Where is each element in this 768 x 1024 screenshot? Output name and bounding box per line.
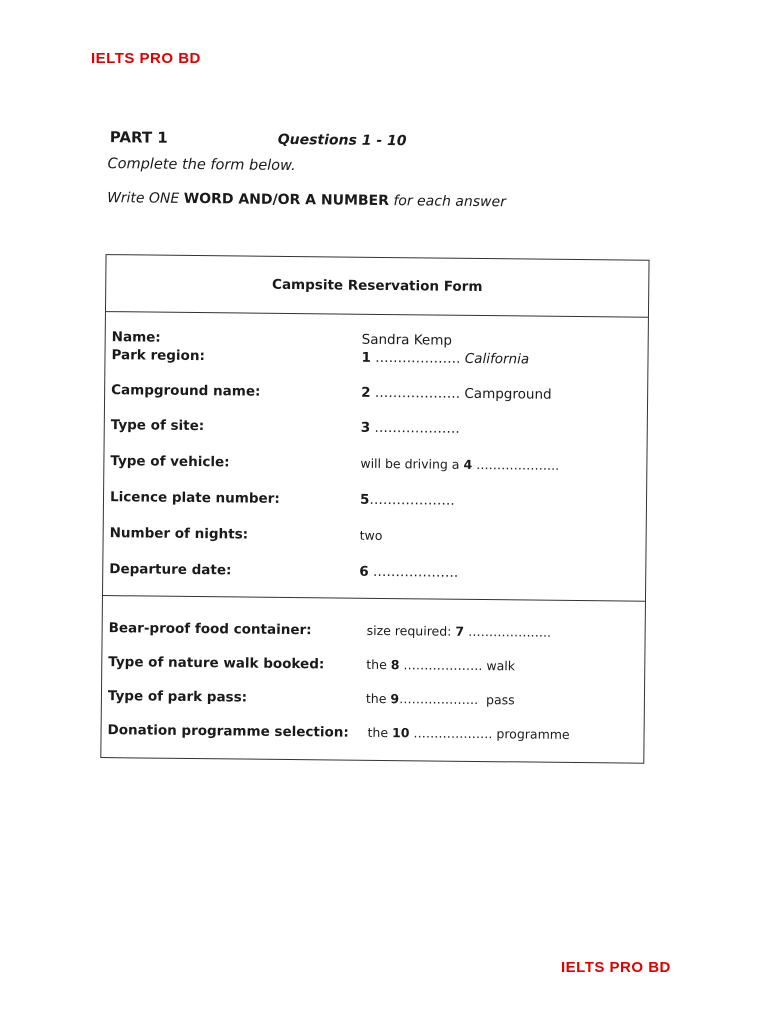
field-label: Number of nights: xyxy=(109,525,249,543)
field-label: Type of park pass: xyxy=(107,688,248,706)
form-row-nature-walk xyxy=(102,654,644,682)
form-row-licence-plate xyxy=(104,489,646,517)
answer-blank[interactable]: ……………….. xyxy=(476,456,560,473)
answer-blank[interactable]: ………………. xyxy=(399,691,479,707)
answer-blank[interactable]: ………………. xyxy=(374,384,461,402)
form-row-park-region xyxy=(105,347,647,375)
form-row-type-of-vehicle xyxy=(104,453,646,481)
field-label: Bear-proof food container: xyxy=(108,620,312,639)
question-number: 8 xyxy=(390,657,400,673)
instruction-complete: Complete the form below. xyxy=(107,156,296,175)
field-value xyxy=(360,492,455,509)
field-label: Type of vehicle: xyxy=(110,453,230,471)
question-sheet xyxy=(93,118,665,784)
answer-blank[interactable]: ………………. xyxy=(413,725,493,742)
part-heading: PART 1 xyxy=(109,128,168,147)
answer-blank[interactable]: ………………. xyxy=(372,563,459,581)
question-number: 10 xyxy=(392,725,410,741)
field-label: Licence plate number: xyxy=(109,489,280,507)
brand-header: IELTS PRO BD xyxy=(91,50,201,67)
field-value: the 8 ………………. walk xyxy=(366,656,516,674)
question-number: 5 xyxy=(359,491,370,508)
field-label: Campground name: xyxy=(111,382,261,400)
questions-range: Questions 1 - 10 xyxy=(277,131,407,150)
question-number: 2 xyxy=(361,384,371,401)
question-number: 7 xyxy=(455,623,465,639)
field-value: two xyxy=(359,527,383,543)
form-section-extras xyxy=(103,595,645,742)
form-row-bear-proof xyxy=(103,620,645,648)
field-value: the 9………………. pass xyxy=(365,690,515,708)
form-row-number-of-nights xyxy=(104,525,646,553)
field-value xyxy=(359,564,458,581)
field-value: 2 ………………. Campground xyxy=(361,384,552,403)
question-number: 1 xyxy=(361,349,371,366)
form-row-campground-name xyxy=(105,382,647,410)
answer-blank[interactable]: ………………. xyxy=(374,419,460,437)
form-row-departure-date xyxy=(103,561,645,589)
field-value: 1 ………………. California xyxy=(361,349,530,368)
field-label: Departure date: xyxy=(109,561,232,579)
answer-blank[interactable]: ………………. xyxy=(403,657,483,674)
field-value xyxy=(361,420,460,437)
brand-footer: IELTS PRO BD xyxy=(561,959,671,976)
question-number: 4 xyxy=(463,456,473,472)
answer-blank[interactable]: ……………….. xyxy=(468,623,552,640)
answer-blank[interactable]: ………………. xyxy=(369,491,455,509)
field-label: Type of site: xyxy=(110,417,205,435)
field-value: the 10 ………………. programme xyxy=(367,724,570,742)
instruction-write: Write ONE WORD AND/OR A NUMBER for each answer xyxy=(107,190,506,211)
field-label: Type of nature walk booked: xyxy=(108,654,325,673)
question-number: 9 xyxy=(390,691,400,707)
field-value: size required: 7 ……………….. xyxy=(366,622,552,640)
field-value: Sandra Kemp xyxy=(361,331,453,349)
form-row-donation xyxy=(101,722,643,750)
answer-blank[interactable]: ………………. xyxy=(375,349,461,367)
form-title: Campsite Reservation Form xyxy=(106,255,649,318)
question-number: 6 xyxy=(359,563,369,580)
field-label: Donation programme selection: xyxy=(107,722,349,741)
form-row-park-pass xyxy=(102,688,644,716)
form-row-type-of-site xyxy=(105,417,647,445)
field-label: Park region: xyxy=(111,347,205,365)
field-label: Name: xyxy=(111,329,161,346)
reservation-form xyxy=(100,254,649,764)
question-number: 3 xyxy=(360,419,371,436)
field-value: will be driving a 4 ……………….. xyxy=(360,455,560,473)
